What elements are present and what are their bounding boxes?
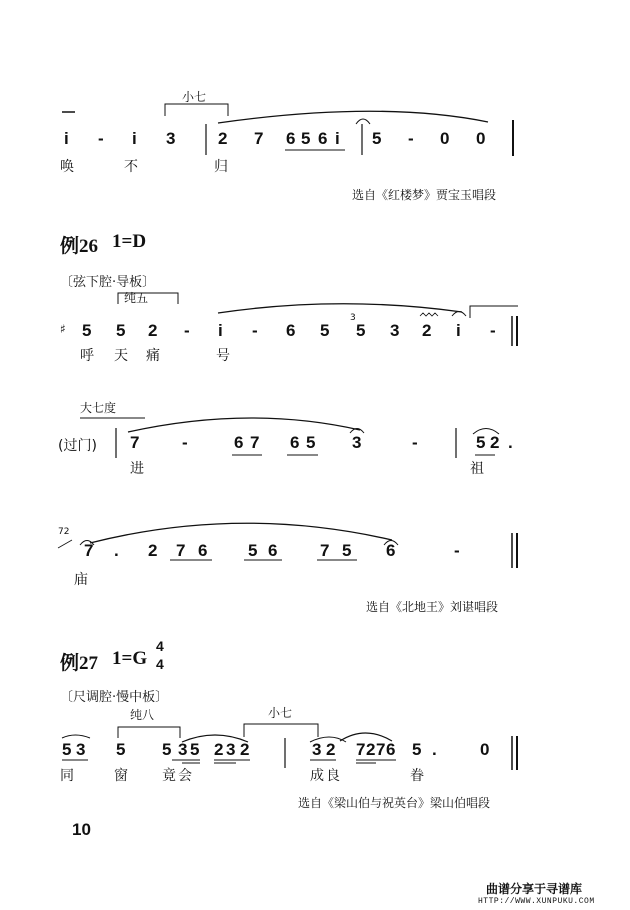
key-signature: 1=G bbox=[112, 648, 148, 669]
tempo-marking: 〔尺调腔·慢中板〕 bbox=[60, 690, 169, 705]
note: - bbox=[252, 321, 258, 340]
example-label: 例26 bbox=[60, 236, 99, 257]
note: 3 bbox=[390, 321, 400, 340]
time-signature-top: 4 bbox=[156, 638, 164, 654]
source-note: 选自《红楼梦》贾宝玉唱段 bbox=[352, 188, 497, 202]
interval-label: 小七 bbox=[268, 706, 293, 720]
note: 5 bbox=[190, 740, 200, 759]
note: 6 bbox=[386, 740, 396, 759]
interval-label: 纯五 bbox=[124, 291, 149, 305]
note: 5 bbox=[342, 541, 352, 560]
lyric: 天 bbox=[114, 348, 128, 364]
lyric: 眷 bbox=[410, 768, 424, 784]
note: 5 bbox=[412, 740, 422, 759]
interlude-label: (过门) bbox=[58, 438, 97, 454]
note: 7 bbox=[130, 433, 140, 452]
tempo-marking: 〔弦下腔·导板〕 bbox=[60, 275, 156, 290]
lyric: 庙 bbox=[74, 572, 88, 588]
note: - bbox=[490, 321, 496, 340]
note: i bbox=[456, 321, 461, 340]
lyric: 痛 bbox=[146, 348, 160, 364]
note: 3 bbox=[76, 740, 86, 759]
note: 2 bbox=[214, 740, 224, 759]
note: 5 bbox=[116, 740, 126, 759]
lyric: 成 bbox=[310, 768, 324, 784]
note: 2 bbox=[148, 541, 158, 560]
note: - bbox=[98, 129, 104, 148]
note: 5 bbox=[320, 321, 330, 340]
note: 0 bbox=[480, 740, 490, 759]
interval-label: 纯八 bbox=[130, 708, 155, 722]
note: 7 bbox=[84, 541, 94, 560]
note: 2 bbox=[148, 321, 158, 340]
note: 7 bbox=[176, 541, 186, 560]
grace-note: 3 bbox=[350, 313, 356, 323]
note: 2 bbox=[422, 321, 432, 340]
lyric: 窗 bbox=[114, 768, 128, 784]
footer-line2: HTTP://WWW.XUNPUKU.COM bbox=[478, 897, 595, 906]
note: 3 bbox=[178, 740, 188, 759]
lyric: 竟 bbox=[162, 768, 176, 784]
note: 0 bbox=[440, 129, 450, 148]
note: i bbox=[64, 129, 69, 148]
lyric: 良 bbox=[326, 768, 340, 784]
example-label: 例27 bbox=[60, 653, 99, 674]
note: 2 bbox=[490, 433, 500, 452]
note: - bbox=[408, 129, 414, 148]
ex26-line3-lines bbox=[58, 523, 517, 568]
note: 7 bbox=[356, 740, 366, 759]
note: - bbox=[412, 433, 418, 452]
note: 7 bbox=[376, 740, 386, 759]
note: 7 bbox=[254, 129, 264, 148]
note: - bbox=[454, 541, 460, 560]
note: - bbox=[184, 321, 190, 340]
lyric: 归 bbox=[214, 159, 228, 175]
note: 6 bbox=[268, 541, 278, 560]
lyric: 不 bbox=[124, 159, 138, 175]
lyric: 号 bbox=[216, 348, 230, 364]
note: 5 bbox=[248, 541, 258, 560]
lyric: 唤 bbox=[60, 159, 74, 175]
time-signature-bottom: 4 bbox=[156, 656, 164, 672]
note: 3 bbox=[312, 740, 322, 759]
note: 5 bbox=[62, 740, 72, 759]
note: 6 bbox=[286, 129, 296, 148]
note: 6 bbox=[198, 541, 208, 560]
interval-label: 大七度 bbox=[80, 401, 117, 415]
note: - bbox=[182, 433, 188, 452]
note: 5 bbox=[372, 129, 382, 148]
lyric: 同 bbox=[60, 768, 74, 784]
note: 5 bbox=[306, 433, 316, 452]
note: 3 bbox=[166, 129, 176, 148]
note: 6 bbox=[386, 541, 396, 560]
note: i bbox=[132, 129, 137, 148]
note: i bbox=[218, 321, 223, 340]
note: 5 bbox=[162, 740, 172, 759]
note: 7 bbox=[320, 541, 330, 560]
note: 6 bbox=[234, 433, 244, 452]
interval-label: 小七 bbox=[182, 90, 207, 104]
ex27-lines bbox=[62, 724, 517, 770]
source-note: 选自《梁山伯与祝英台》梁山伯唱段 bbox=[298, 796, 491, 810]
note: 5 bbox=[356, 321, 366, 340]
note: 2 bbox=[366, 740, 376, 759]
note: 7 bbox=[250, 433, 260, 452]
lyric: 进 bbox=[130, 461, 144, 477]
footer-line1: 曲谱分享于寻谱库 bbox=[486, 882, 583, 896]
note: 0 bbox=[476, 129, 486, 148]
note: . bbox=[114, 541, 119, 560]
note: i bbox=[335, 129, 340, 148]
note: . bbox=[432, 740, 437, 759]
source-note: 选自《北地王》刘谌唱段 bbox=[366, 600, 499, 614]
note: 2 bbox=[326, 740, 336, 759]
lyric: 会 bbox=[178, 768, 192, 784]
key-signature: 1=D bbox=[112, 231, 147, 252]
note: 5 bbox=[476, 433, 486, 452]
note: 3 bbox=[226, 740, 236, 759]
note: 5 bbox=[116, 321, 126, 340]
grace-note: 72 bbox=[58, 527, 70, 537]
note: 3 bbox=[352, 433, 362, 452]
note: 6 bbox=[318, 129, 328, 148]
note: 2 bbox=[218, 129, 228, 148]
note: 5 bbox=[82, 321, 92, 340]
sharp-mark: ♯ bbox=[60, 322, 66, 336]
note: . bbox=[508, 433, 513, 452]
note: 6 bbox=[286, 321, 296, 340]
note: 5 bbox=[301, 129, 311, 148]
note: 6 bbox=[290, 433, 300, 452]
lyric: 祖 bbox=[470, 461, 484, 477]
lyric: 呼 bbox=[80, 348, 94, 364]
page-number: 10 bbox=[72, 820, 91, 839]
note: 2 bbox=[240, 740, 250, 759]
